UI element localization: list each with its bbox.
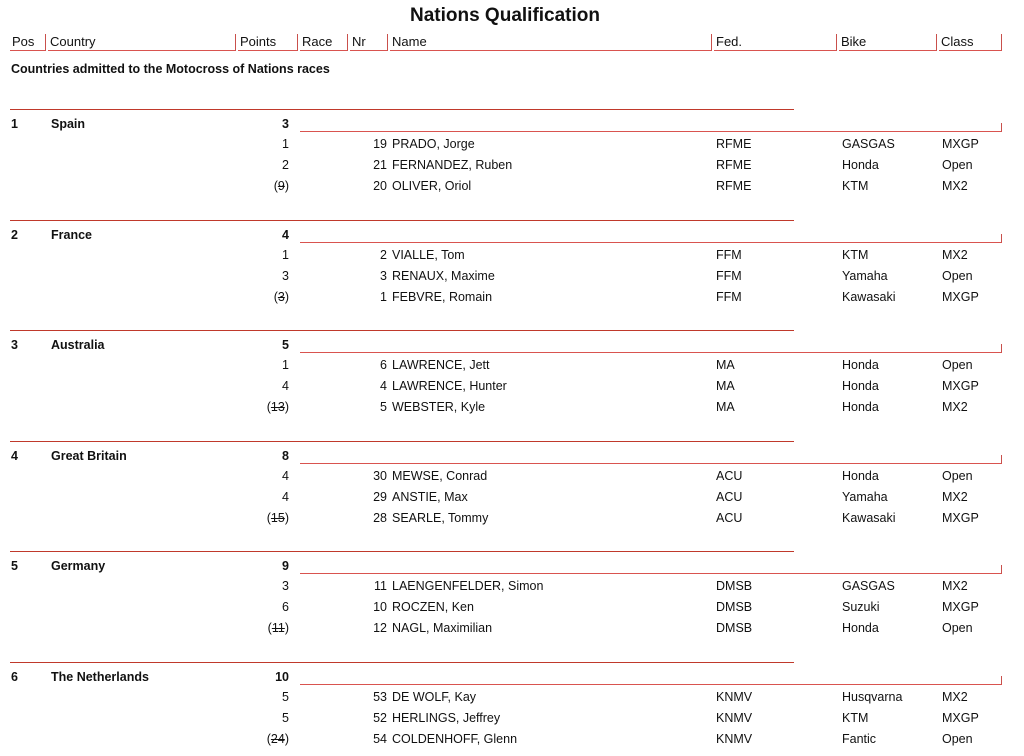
country-pos: 2 xyxy=(11,227,18,242)
rider-number: 12 xyxy=(373,621,387,635)
header-bike: Bike xyxy=(839,34,937,51)
rider-number: 30 xyxy=(373,468,387,483)
rider-name: RENAUX, Maxime xyxy=(392,268,495,283)
rider-name: ANSTIE, Max xyxy=(392,489,468,504)
rider-name: VIALLE, Tom xyxy=(392,247,465,262)
country-block xyxy=(0,551,1024,661)
rider-bike: Kawasaki xyxy=(842,510,896,525)
rider-number: 20 xyxy=(373,179,387,193)
rider-number: 29 xyxy=(373,489,387,504)
rider-bike: Honda xyxy=(842,379,879,393)
divider xyxy=(10,220,794,221)
divider xyxy=(10,330,794,331)
header-race: Race xyxy=(300,34,348,51)
rider-bike: Honda xyxy=(842,158,879,172)
race-result: 4 xyxy=(282,468,289,483)
rider-row xyxy=(0,158,1024,178)
rider-class: Open xyxy=(942,158,973,172)
rider-bike: Honda xyxy=(842,358,879,372)
race-result: (3) xyxy=(273,289,289,304)
country-name: Germany xyxy=(51,559,106,573)
rider-row xyxy=(0,269,1024,289)
rider-class: MX2 xyxy=(942,179,968,193)
race-result: (13) xyxy=(266,400,289,414)
race-result: 4 xyxy=(282,489,289,504)
header-pos: Pos xyxy=(10,34,46,51)
rider-name: NAGL, Maximilian xyxy=(392,621,493,635)
country-block xyxy=(0,662,1024,756)
country-name: France xyxy=(51,227,92,242)
country-pos: 5 xyxy=(11,559,18,573)
rider-row xyxy=(0,711,1024,731)
section-subtitle: Countries admitted to the Motocross of Nations races xyxy=(11,62,330,76)
country-points: 8 xyxy=(282,448,289,463)
rider-number: 10 xyxy=(373,600,387,614)
rider-class: MXGP xyxy=(942,510,979,525)
rider-federation: ACU xyxy=(716,489,743,504)
rider-class: MXGP xyxy=(942,710,979,725)
rider-row xyxy=(0,621,1024,641)
rider-row xyxy=(0,400,1024,420)
rider-class: MX2 xyxy=(942,689,968,704)
country-pos: 1 xyxy=(11,117,18,131)
rider-federation: MA xyxy=(716,400,735,414)
rider-bike: Fantic xyxy=(842,731,877,746)
rider-row xyxy=(0,579,1024,599)
country-block xyxy=(0,109,1024,219)
rider-name: FEBVRE, Romain xyxy=(392,289,493,304)
rider-number: 1 xyxy=(380,289,387,304)
country-name: Australia xyxy=(51,338,105,352)
rider-federation: ACU xyxy=(716,468,743,483)
race-result: 3 xyxy=(282,268,289,283)
discarded-race-result: 9 xyxy=(277,179,285,193)
rider-federation: MA xyxy=(716,358,735,372)
rider-bike: GASGAS xyxy=(842,137,895,151)
discarded-race-result: 3 xyxy=(277,289,285,304)
rider-class: Open xyxy=(942,268,973,283)
race-result: 1 xyxy=(282,358,289,372)
rider-federation: RFME xyxy=(716,137,752,151)
rider-row xyxy=(0,379,1024,399)
country-points: 5 xyxy=(282,338,289,352)
rider-row xyxy=(0,290,1024,310)
rider-class: Open xyxy=(942,468,973,483)
country-pos: 3 xyxy=(11,338,18,352)
page-title: Nations Qualification xyxy=(409,5,601,26)
rider-name: LAWRENCE, Jett xyxy=(392,358,490,372)
discarded-race-result: 15 xyxy=(270,510,285,525)
rider-name: DE WOLF, Kay xyxy=(392,689,477,704)
rider-number: 3 xyxy=(380,268,387,283)
rider-name: WEBSTER, Kyle xyxy=(392,400,486,414)
rider-class: MX2 xyxy=(942,579,968,593)
discarded-race-result: 13 xyxy=(270,400,285,414)
rider-federation: ACU xyxy=(716,510,743,525)
rider-name: SEARLE, Tommy xyxy=(392,510,489,525)
rider-number: 2 xyxy=(380,247,387,262)
header-country: Country xyxy=(48,34,236,51)
rider-federation: DMSB xyxy=(716,579,753,593)
rider-name: OLIVER, Oriol xyxy=(392,179,472,193)
rider-federation: KNMV xyxy=(716,731,753,746)
rider-number: 6 xyxy=(380,358,387,372)
country-block xyxy=(0,220,1024,330)
rider-name: PRADO, Jorge xyxy=(392,137,475,151)
rider-row xyxy=(0,732,1024,752)
country-points: 9 xyxy=(282,559,289,573)
country-points: 3 xyxy=(282,117,289,131)
country-name: Spain xyxy=(51,117,86,131)
rider-class: MX2 xyxy=(942,247,968,262)
rider-row xyxy=(0,469,1024,489)
rider-class: MXGP xyxy=(942,137,979,151)
rider-bike: Husqvarna xyxy=(842,689,903,704)
rider-number: 53 xyxy=(373,689,387,704)
rider-class: MX2 xyxy=(942,400,968,414)
race-result: (9) xyxy=(273,179,289,193)
divider xyxy=(300,455,1002,464)
rider-number: 5 xyxy=(380,400,387,414)
rider-bike: Kawasaki xyxy=(842,289,896,304)
race-result: 3 xyxy=(282,579,289,593)
country-name: Great Britain xyxy=(51,448,127,463)
rider-bike: KTM xyxy=(842,179,869,193)
rider-name: FERNANDEZ, Ruben xyxy=(392,158,513,172)
rider-federation: FFM xyxy=(716,268,742,283)
rider-name: ROCZEN, Ken xyxy=(392,600,474,614)
rider-row xyxy=(0,600,1024,620)
race-result: (11) xyxy=(267,621,289,635)
rider-number: 21 xyxy=(373,158,387,172)
header-nr: Nr xyxy=(350,34,388,51)
rider-bike: Yamaha xyxy=(842,268,888,283)
rider-federation: FFM xyxy=(716,289,742,304)
race-result: (15) xyxy=(266,510,289,525)
rider-row xyxy=(0,248,1024,268)
rider-number: 28 xyxy=(373,510,387,525)
rider-bike: KTM xyxy=(842,247,869,262)
discarded-race-result: 11 xyxy=(271,621,285,635)
rider-bike: Honda xyxy=(842,621,879,635)
race-result: 4 xyxy=(282,379,289,393)
rider-row xyxy=(0,511,1024,531)
divider xyxy=(10,551,794,552)
rider-number: 54 xyxy=(373,731,387,746)
rider-row xyxy=(0,490,1024,510)
race-result: 6 xyxy=(282,600,289,614)
rider-name: LAWRENCE, Hunter xyxy=(392,379,507,393)
rider-number: 11 xyxy=(374,579,387,593)
header-points: Points xyxy=(238,34,298,51)
header-class: Class xyxy=(939,34,1002,51)
rider-federation: DMSB xyxy=(716,600,753,614)
rider-name: HERLINGS, Jeffrey xyxy=(392,710,501,725)
rider-class: Open xyxy=(942,621,973,635)
rider-number: 52 xyxy=(373,710,387,725)
rider-federation: FFM xyxy=(716,247,742,262)
rider-row xyxy=(0,179,1024,199)
race-result: 2 xyxy=(282,158,289,172)
divider xyxy=(300,123,1002,132)
country-pos: 6 xyxy=(11,669,18,684)
country-name: The Netherlands xyxy=(51,669,149,684)
country-pos: 4 xyxy=(11,448,18,463)
divider xyxy=(300,234,1002,243)
divider xyxy=(300,676,1002,685)
rider-row xyxy=(0,358,1024,378)
race-result: (24) xyxy=(266,731,289,746)
rider-number: 19 xyxy=(373,137,387,151)
rider-bike: Honda xyxy=(842,400,879,414)
rider-row xyxy=(0,137,1024,157)
divider xyxy=(10,662,794,663)
rider-federation: KNMV xyxy=(716,689,753,704)
rider-bike: Yamaha xyxy=(842,489,888,504)
rider-class: MXGP xyxy=(942,600,979,614)
rider-class: MXGP xyxy=(942,289,979,304)
rider-federation: DMSB xyxy=(716,621,753,635)
rider-row xyxy=(0,690,1024,710)
race-result: 5 xyxy=(282,689,289,704)
rider-bike: KTM xyxy=(842,710,869,725)
rider-class: Open xyxy=(942,731,973,746)
rider-federation: KNMV xyxy=(716,710,753,725)
rider-class: MX2 xyxy=(942,489,968,504)
rider-bike: GASGAS xyxy=(842,579,895,593)
rider-bike: Suzuki xyxy=(842,600,880,614)
rider-name: LAENGENFELDER, Simon xyxy=(392,579,544,593)
rider-bike: Honda xyxy=(842,468,879,483)
divider xyxy=(300,565,1002,574)
rider-federation: RFME xyxy=(716,158,752,172)
rider-name: COLDENHOFF, Glenn xyxy=(392,731,518,746)
header-fed: Fed. xyxy=(714,34,837,51)
rider-class: MXGP xyxy=(942,379,979,393)
header-name: Name xyxy=(390,34,712,51)
country-points: 4 xyxy=(282,227,289,242)
rider-name: MEWSE, Conrad xyxy=(392,468,488,483)
rider-class: Open xyxy=(942,358,973,372)
rider-number: 4 xyxy=(380,379,387,393)
discarded-race-result: 24 xyxy=(270,731,285,746)
divider xyxy=(10,109,794,110)
rider-federation: MA xyxy=(716,379,735,393)
race-result: 5 xyxy=(282,710,289,725)
country-points: 10 xyxy=(275,669,289,684)
divider xyxy=(10,441,794,442)
rider-federation: RFME xyxy=(716,179,752,193)
country-block xyxy=(0,330,1024,440)
race-result: 1 xyxy=(282,137,289,151)
divider xyxy=(300,344,1002,353)
country-block xyxy=(0,441,1024,551)
race-result: 1 xyxy=(282,247,289,262)
